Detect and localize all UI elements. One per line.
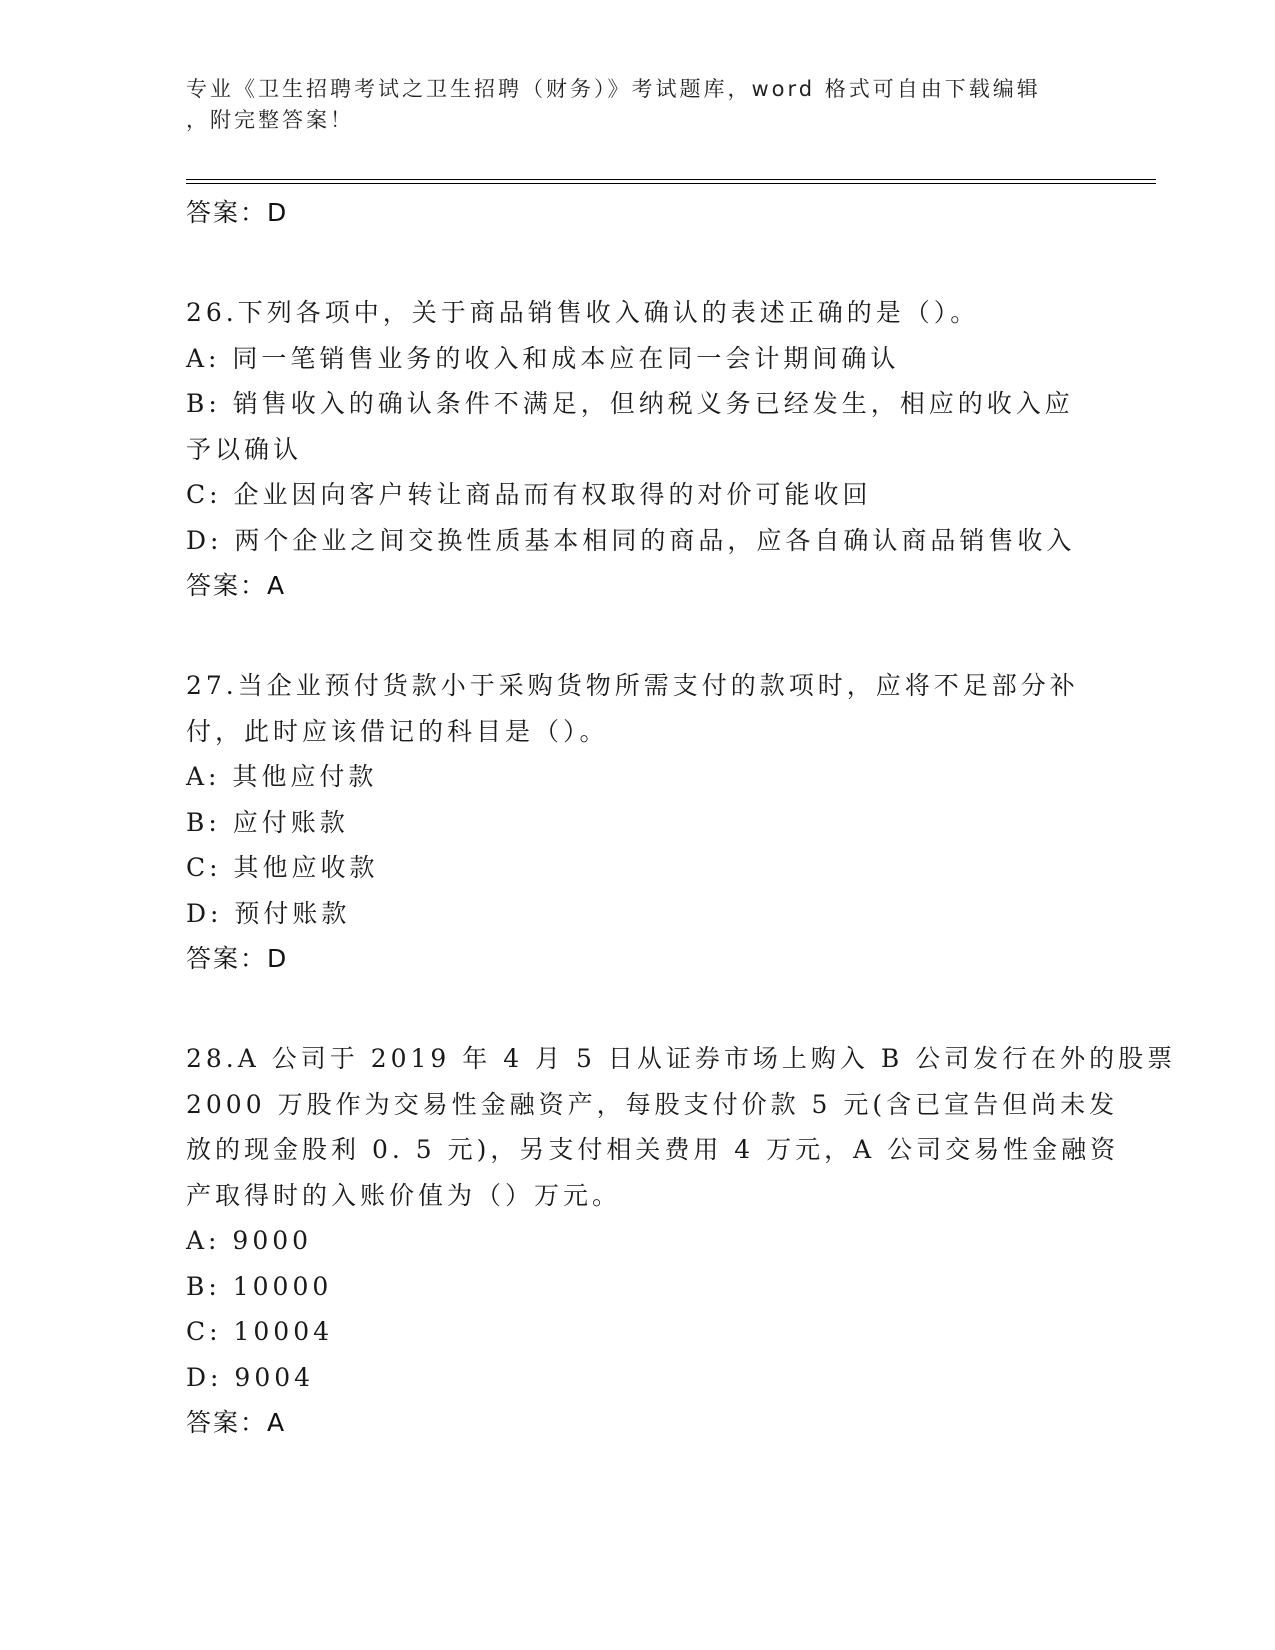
question-28-option-d: D: 9004 bbox=[186, 1362, 315, 1392]
answer-previous-question: 答案：D bbox=[186, 198, 289, 227]
question-28-option-a: A: 9000 bbox=[186, 1226, 313, 1255]
question-26-stem: 26.下列各项中，关于商品销售收入确认的表述正确的是（）。 bbox=[186, 298, 980, 327]
question-27-option-a: A: 其他应付款 bbox=[186, 762, 378, 791]
question-26-option-a: A: 同一笔销售业务的收入和成本应在同一会计期间确认 bbox=[186, 343, 900, 373]
header-line-2: ，附完整答案！ bbox=[186, 108, 354, 132]
question-26-answer: 答案：A bbox=[186, 571, 287, 600]
question-26 bbox=[186, 290, 1086, 608]
header-divider-top bbox=[186, 179, 1156, 180]
question-28-answer: 答案：A bbox=[186, 1408, 287, 1437]
question-27-option-d: D: 预付账款 bbox=[186, 898, 351, 928]
question-27-option-c: C: 其他应收款 bbox=[186, 853, 379, 882]
question-28-option-b: B: 10000 bbox=[186, 1271, 333, 1301]
question-27 bbox=[186, 663, 1086, 981]
document-body bbox=[186, 190, 1177, 1445]
page-header bbox=[186, 74, 1086, 136]
question-27-answer: 答案：D bbox=[186, 944, 289, 973]
question-27-stem-cont: 付，此时应该借记的科目是（）。 bbox=[186, 716, 609, 746]
question-26-option-b-cont: 予以确认 bbox=[186, 434, 303, 464]
question-27-stem: 27.当企业预付货款小于采购货物所需支付的款项时，应将不足部分补 bbox=[186, 671, 1079, 700]
question-26-option-c: C: 企业因向客户转让商品而有权取得的对价可能收回 bbox=[186, 480, 872, 509]
header-divider-bottom bbox=[186, 183, 1156, 184]
question-28-stem-cont-2: 放的现金股利 0. 5 元)，另支付相关费用 4 万元，A 公司交易性金融资 bbox=[186, 1135, 1120, 1164]
question-27-option-b: B: 应付账款 bbox=[186, 807, 349, 837]
question-26-option-b: B: 销售收入的确认条件不满足，但纳税义务已经发生，相应的收入应 bbox=[186, 389, 1074, 418]
question-28 bbox=[186, 1036, 1177, 1445]
question-28-stem-cont-3: 产取得时的入账价值为（）万元。 bbox=[186, 1180, 622, 1210]
question-28-stem-cont-1: 2000 万股作为交易性金融资产，每股支付价款 5 元(含已宣告但尚未发 bbox=[186, 1089, 1119, 1119]
question-28-stem: 28.A 公司于 2019 年 4 月 5 日从证券市场上购入 B 公司发行在外的股票 bbox=[186, 1044, 1177, 1073]
header-line-1: 专业《卫生招聘考试之卫生招聘（财务）》考试题库，word 格式可自由下载编辑 bbox=[186, 77, 1041, 101]
question-26-option-d: D: 两个企业之间交换性质基本相同的商品，应各自确认商品销售收入 bbox=[186, 525, 1076, 555]
question-28-option-c: C: 10004 bbox=[186, 1317, 334, 1346]
